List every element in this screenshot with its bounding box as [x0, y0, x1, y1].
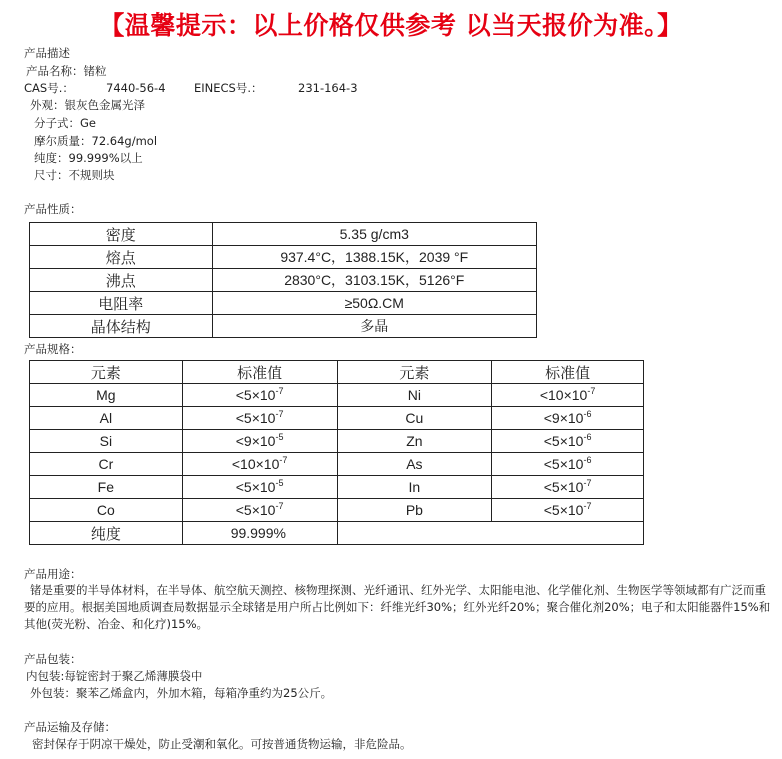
value-right-exponent: -7	[583, 478, 592, 488]
value-left-exponent: -7	[275, 409, 284, 419]
storage-text: 密封保存于阴凉干燥处，防止受潮和氧化。可按普通货物运输，非危险品。	[32, 737, 412, 751]
property-label: 密度	[30, 223, 213, 246]
value-right-base: <5×10	[543, 433, 584, 449]
property-label: 沸点	[30, 269, 213, 292]
element-right: Cu	[337, 407, 492, 430]
usage-heading: 产品用途：	[24, 567, 82, 581]
value-left-base: <5×10	[235, 502, 276, 518]
header-value-left: 标准值	[182, 361, 337, 384]
value-left	[182, 384, 337, 407]
value-left	[182, 476, 337, 499]
element-right: Zn	[337, 430, 492, 453]
value-left-base: <5×10	[235, 479, 276, 495]
value-right	[492, 453, 644, 476]
value-right-base: <5×10	[543, 479, 584, 495]
value-right-exponent: -6	[583, 432, 592, 442]
element-left: Si	[30, 430, 183, 453]
value-right	[492, 384, 644, 407]
value-right	[492, 499, 644, 522]
property-label: 电阻率	[30, 292, 213, 315]
value-right-exponent: -7	[587, 386, 596, 396]
spec-row	[30, 384, 644, 407]
value-left	[182, 453, 337, 476]
property-value: ≥50Ω.CM	[212, 292, 536, 315]
header-element-left: 元素	[30, 361, 183, 384]
purity-label: 纯度	[30, 522, 183, 545]
property-row	[30, 292, 537, 315]
value-left-base: <9×10	[235, 433, 276, 449]
value-right	[492, 407, 644, 430]
size-line: 尺寸：不规则块	[34, 168, 115, 182]
header-value-right: 标准值	[492, 361, 644, 384]
product-name: 产品名称：锗粒	[26, 64, 107, 78]
empty-cell	[337, 522, 643, 545]
value-right-exponent: -6	[583, 455, 592, 465]
value-right-base: <10×10	[539, 387, 588, 403]
value-right-base: <9×10	[543, 410, 584, 426]
value-left-exponent: -5	[275, 432, 284, 442]
value-right-base: <5×10	[543, 502, 584, 518]
appearance: 外观：银灰色金属光泽	[30, 98, 145, 112]
value-left-exponent: -7	[275, 386, 284, 396]
properties-table	[29, 222, 537, 338]
price-notice-banner: 【温馨提示：以上价格仅供参考 以当天报价为准。】	[99, 11, 683, 40]
molecular-formula: 分子式：Ge	[34, 116, 96, 130]
element-right: As	[337, 453, 492, 476]
property-value: 多晶	[212, 315, 536, 338]
property-value: 5.35 g/cm3	[212, 223, 536, 246]
value-right-exponent: -6	[583, 409, 592, 419]
specs-header-row	[30, 361, 644, 384]
value-right	[492, 476, 644, 499]
molar-mass: 摩尔质量：72.64g/mol	[34, 134, 158, 148]
element-left: Cr	[30, 453, 183, 476]
spec-row	[30, 430, 644, 453]
cas-label: CAS号.：	[24, 81, 74, 95]
value-left-base: <10×10	[231, 456, 280, 472]
specs-table	[29, 360, 644, 545]
value-left	[182, 430, 337, 453]
value-right	[492, 430, 644, 453]
spec-row	[30, 499, 644, 522]
value-left-base: <5×10	[235, 410, 276, 426]
packaging-heading: 产品包装：	[24, 652, 82, 666]
spec-row	[30, 453, 644, 476]
value-left	[182, 499, 337, 522]
storage-heading: 产品运输及存储：	[24, 720, 116, 734]
property-value: 937.4°C，1388.15K，2039 °F	[212, 246, 536, 269]
value-right-exponent: -7	[583, 501, 592, 511]
property-row	[30, 246, 537, 269]
inner-packaging: 内包装:每锭密封于聚乙烯薄膜袋中	[26, 669, 203, 683]
properties-heading: 产品性质：	[24, 202, 82, 216]
property-value: 2830°C，3103.15K，5126°F	[212, 269, 536, 292]
description-heading: 产品描述	[24, 46, 70, 60]
outer-packaging: 外包装：聚苯乙烯盒内，外加木箱，每箱净重约为25公斤。	[30, 686, 333, 700]
value-left-exponent: -7	[279, 455, 288, 465]
purity-value: 99.999%	[182, 522, 337, 545]
property-label: 晶体结构	[30, 315, 213, 338]
property-row	[30, 269, 537, 292]
element-left: Fe	[30, 476, 183, 499]
element-left: Al	[30, 407, 183, 430]
property-label: 熔点	[30, 246, 213, 269]
value-left-exponent: -7	[275, 501, 284, 511]
element-left: Co	[30, 499, 183, 522]
value-left-base: <5×10	[235, 387, 276, 403]
purity-row	[30, 522, 644, 545]
value-left-exponent: -5	[275, 478, 284, 488]
element-left: Mg	[30, 384, 183, 407]
property-row	[30, 315, 537, 338]
element-right: Ni	[337, 384, 492, 407]
purity-line: 纯度：99.999%以上	[34, 151, 143, 165]
specs-heading: 产品规格：	[24, 342, 82, 356]
einecs-value: 231-164-3	[298, 81, 358, 95]
element-right: In	[337, 476, 492, 499]
usage-text: 锗是重要的半导体材料，在半导体、航空航天测控、核物理探测、光纤通讯、红外光学、太阳能电池、化学催化剂、生物医学等领域都有广泛而重要的应用。根据美国地质调查局数据显示全球锗是用户所占比例如下：纤维光纤30%；红外光纤20%；聚合催化剂20%；电子和太阳能器件15%和其他(荧光粉、冶金、和化疗)15%。	[24, 583, 771, 631]
spec-row	[30, 407, 644, 430]
element-right: Pb	[337, 499, 492, 522]
value-right-base: <5×10	[543, 456, 584, 472]
einecs-label: EINECS号.：	[194, 81, 263, 95]
property-row	[30, 223, 537, 246]
spec-row	[30, 476, 644, 499]
cas-value: 7440-56-4	[106, 81, 166, 95]
value-left	[182, 407, 337, 430]
header-element-right: 元素	[337, 361, 492, 384]
